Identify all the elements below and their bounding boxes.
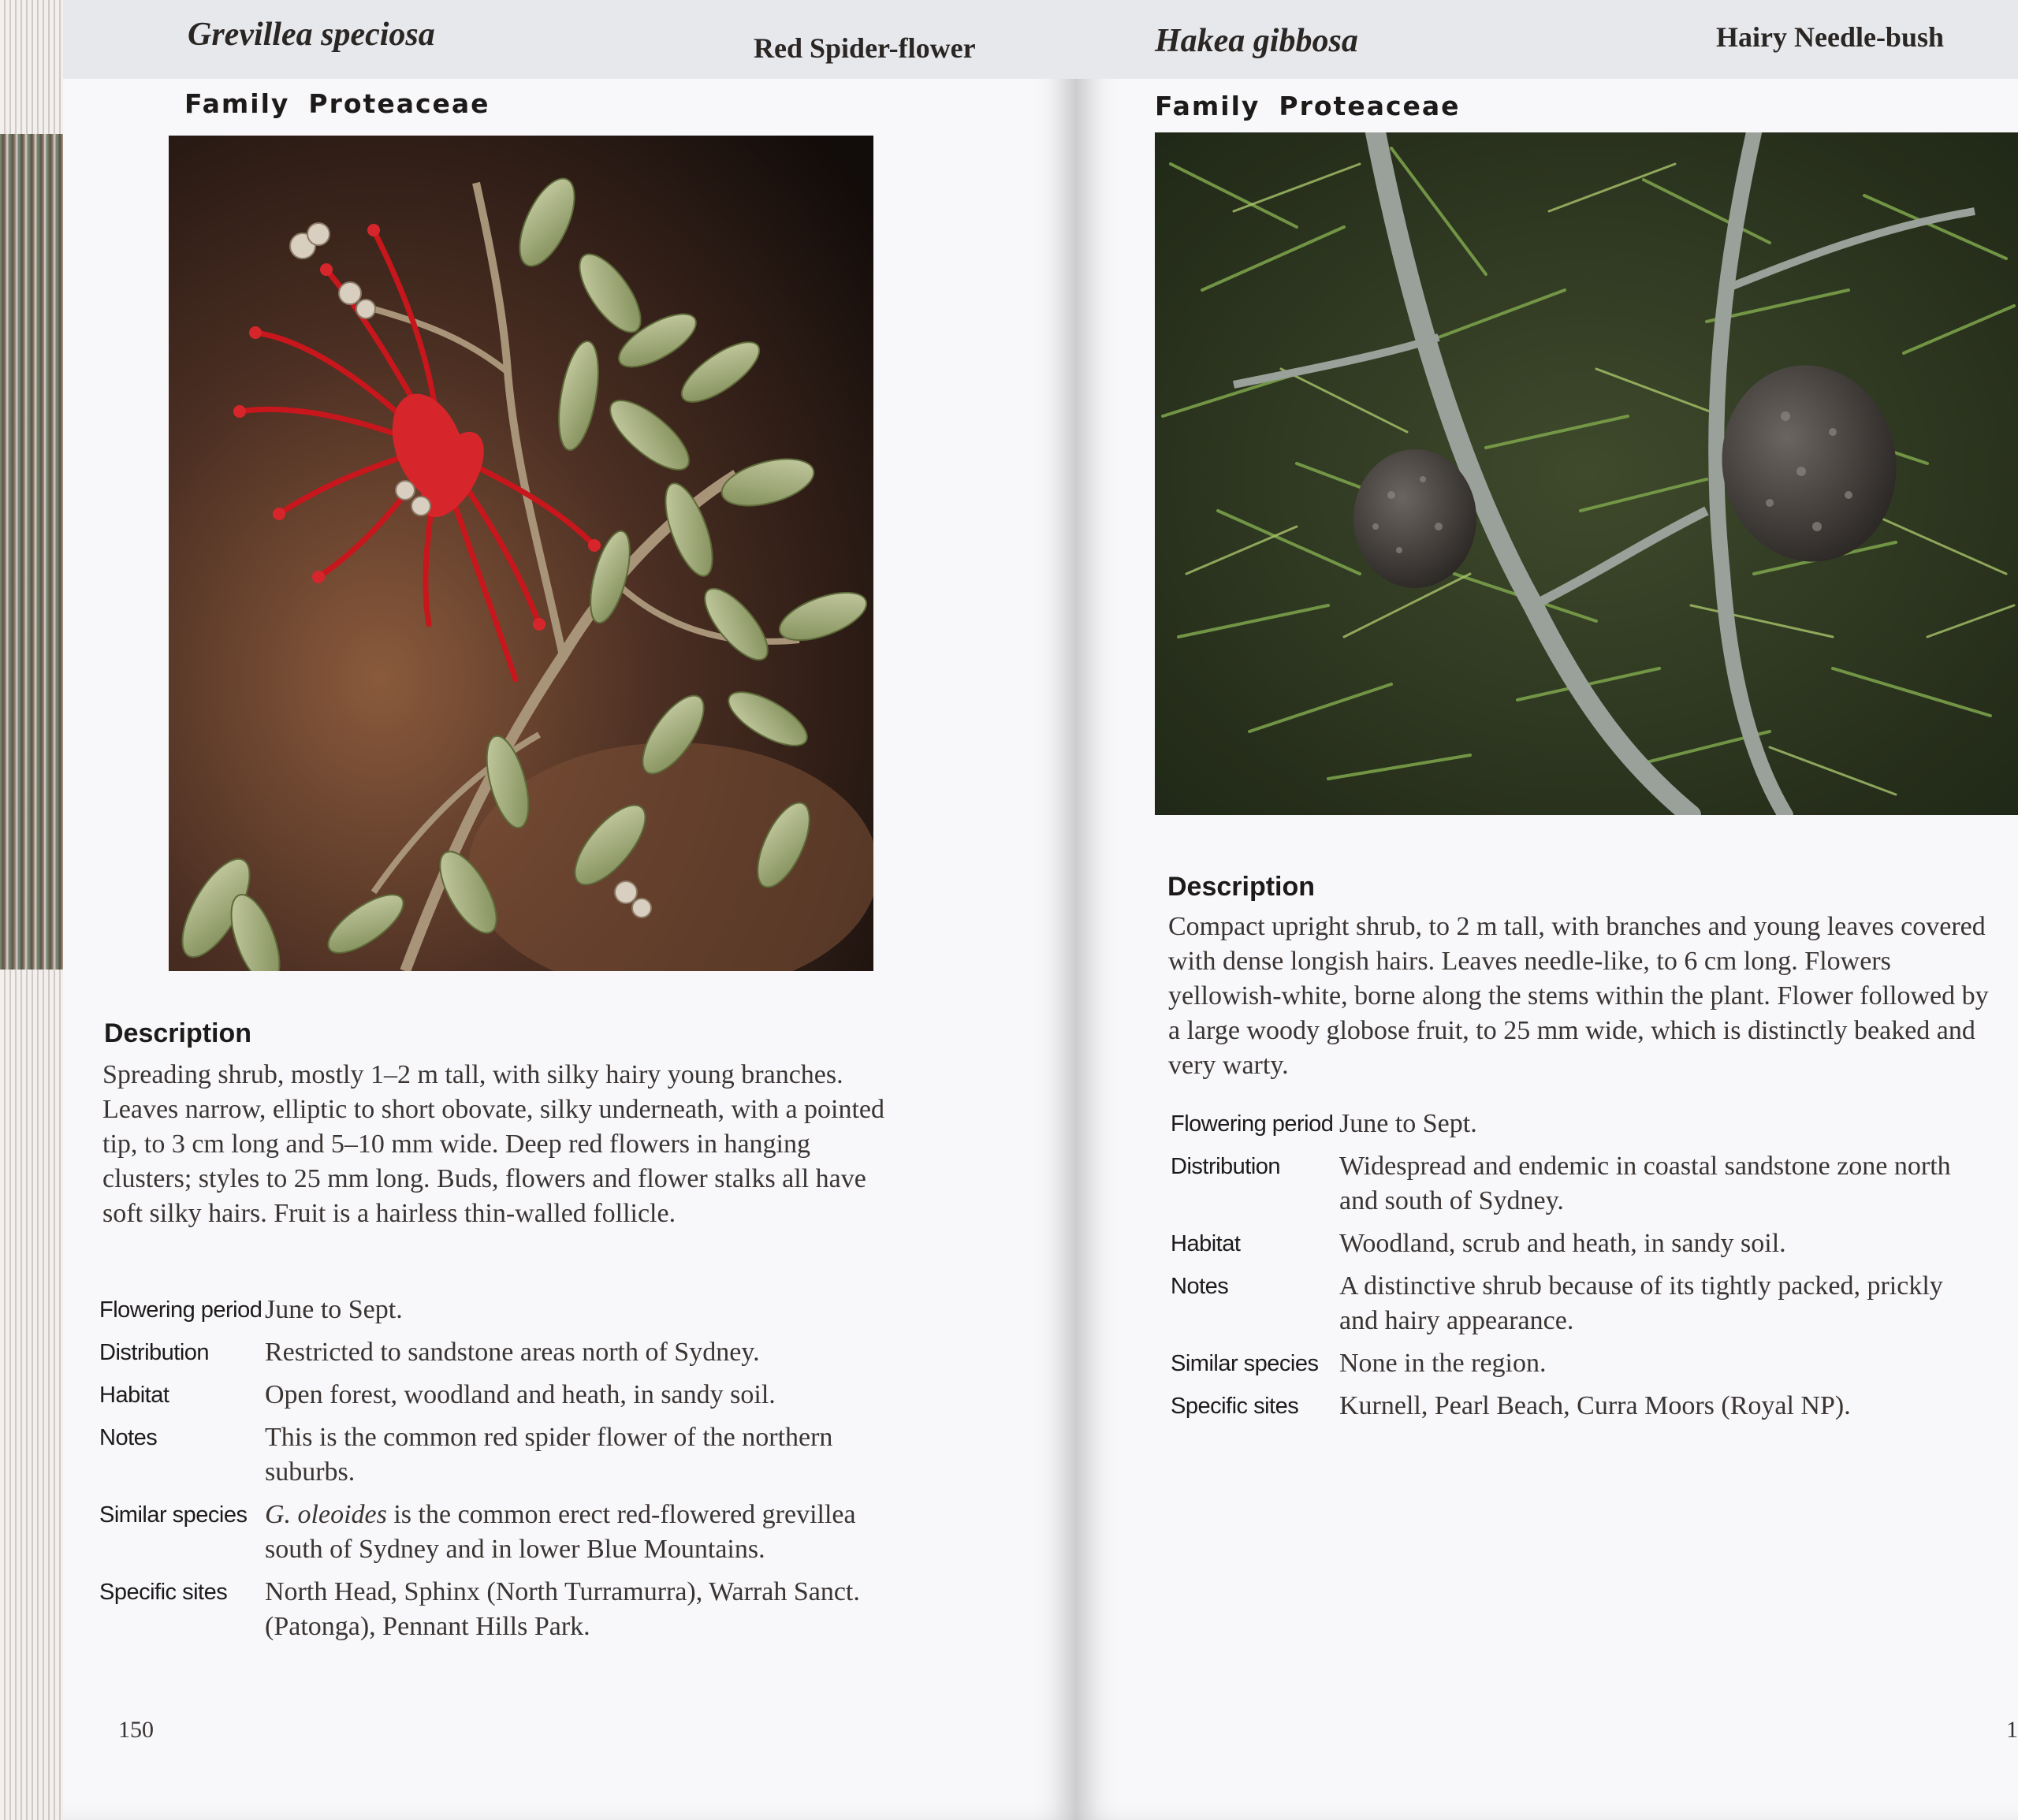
left-habitat-row xyxy=(99,1378,935,1412)
left-page xyxy=(63,0,1076,1820)
right-page xyxy=(1076,0,2018,1820)
grevillea-illustration xyxy=(169,136,873,971)
left-distribution-value: Restricted to sandstone areas north of Sydney. xyxy=(265,1338,760,1367)
right-similar-value: None in the region. xyxy=(1339,1349,1547,1378)
right-distribution-label: Distribution xyxy=(1171,1154,1281,1179)
right-flowering-label: Flowering period xyxy=(1171,1111,1334,1137)
left-similar-row xyxy=(99,1498,935,1567)
right-habitat-value: Woodland, scrub and heath, in sandy soil. xyxy=(1339,1229,1786,1258)
right-distribution-row xyxy=(1171,1149,2006,1219)
right-sites-value: Kurnell, Pearl Beach, Curra Moors (Royal NP). xyxy=(1339,1391,1851,1420)
left-fields xyxy=(99,1293,935,1652)
right-similar-row xyxy=(1171,1346,2006,1381)
right-family-name: Proteaceae xyxy=(1279,91,1461,121)
right-scientific-name: Hakea gibbosa xyxy=(1155,23,1358,59)
right-description-heading: Description xyxy=(1167,872,1316,902)
left-notes-value: This is the common red spider flower of the northern suburbs. xyxy=(265,1423,833,1487)
left-family-label: Family xyxy=(184,88,290,119)
hakea-illustration xyxy=(1155,132,2018,815)
left-common-name: Red Spider-flower xyxy=(754,32,976,64)
left-sites-label: Specific sites xyxy=(99,1580,228,1605)
right-habitat-label: Habitat xyxy=(1171,1231,1241,1256)
right-family-label: Family xyxy=(1155,91,1260,121)
right-family xyxy=(1155,91,1461,121)
right-habitat-row xyxy=(1171,1226,2006,1261)
right-sites-row xyxy=(1171,1389,2006,1424)
left-notes-label: Notes xyxy=(99,1425,158,1450)
right-flowering-value: June to Sept. xyxy=(1339,1109,1477,1138)
right-similar-label: Similar species xyxy=(1171,1351,1319,1376)
left-habitat-label: Habitat xyxy=(99,1383,169,1408)
right-header-band xyxy=(1076,0,2018,79)
right-page-number: 1 xyxy=(2006,1717,2018,1743)
left-distribution-label: Distribution xyxy=(99,1340,210,1365)
left-similar-value xyxy=(265,1498,911,1567)
hairy-needle-bush-photo xyxy=(1155,132,2018,815)
left-scientific-name: Grevillea speciosa xyxy=(188,17,435,53)
left-similar-label: Similar species xyxy=(99,1502,248,1528)
left-flowering-row xyxy=(99,1293,935,1327)
left-similar-rest: is the common erect red-flowered grevillea south of Sydney and in lower Blue Mountains. xyxy=(265,1500,856,1564)
right-notes-label: Notes xyxy=(1171,1274,1229,1299)
left-description-text: Spreading shrub, mostly 1–2 m tall, with silky hairy young branches. Leaves narrow, elliptic to short obovate, silky underneath, with a pointed tip, to 3 cm long and 5–10 mm wide. Deep red flowers in hanging clusters; styles to 25 mm long. Buds, flowers and flower stalks all have soft silky hairs. Fruit is a hairless thin-walled follicle. xyxy=(102,1060,885,1228)
left-description-heading: Description xyxy=(104,1018,252,1048)
left-family xyxy=(184,88,490,119)
left-similar-italic: G. oleoides xyxy=(265,1500,387,1529)
right-distribution-value: Widespread and endemic in coastal sandstone zone north and south of Sydney. xyxy=(1339,1152,1951,1215)
left-flowering-label: Flowering period xyxy=(99,1297,262,1323)
left-header-band xyxy=(63,0,1076,79)
right-fields xyxy=(1171,1107,2006,1431)
left-family-name: Proteaceae xyxy=(308,88,490,119)
right-sites-label: Specific sites xyxy=(1171,1394,1299,1419)
left-distribution-row xyxy=(99,1335,935,1370)
right-notes-value: A distinctive shrub because of its tightly packed, prickly and hairy appearance. xyxy=(1339,1271,1943,1335)
left-notes-row xyxy=(99,1420,935,1490)
red-spider-flower-photo xyxy=(169,136,873,971)
left-sites-value: North Head, Sphinx (North Turramurra), Warrah Sanct. (Patonga), Pennant Hills Park. xyxy=(265,1577,860,1641)
left-page-number: 150 xyxy=(118,1717,154,1743)
left-habitat-value: Open forest, woodland and heath, in sandy soil. xyxy=(265,1380,776,1409)
right-description-text: Compact upright shrub, to 2 m tall, with branches and young leaves covered with dense longish hairs. Leaves needle-like, to 6 cm long. Flowers yellowish-white, borne along the stems within the plant. Flower followed by a large woody globose fruit, to 25 mm wide, which is distinctly beaked and very warty. xyxy=(1168,912,1989,1080)
left-sites-row xyxy=(99,1575,935,1644)
right-notes-row xyxy=(1171,1269,2006,1338)
right-flowering-row xyxy=(1171,1107,2006,1141)
left-flowering-value: June to Sept. xyxy=(265,1295,403,1324)
right-common-name: Hairy Needle-bush xyxy=(1716,21,1945,53)
